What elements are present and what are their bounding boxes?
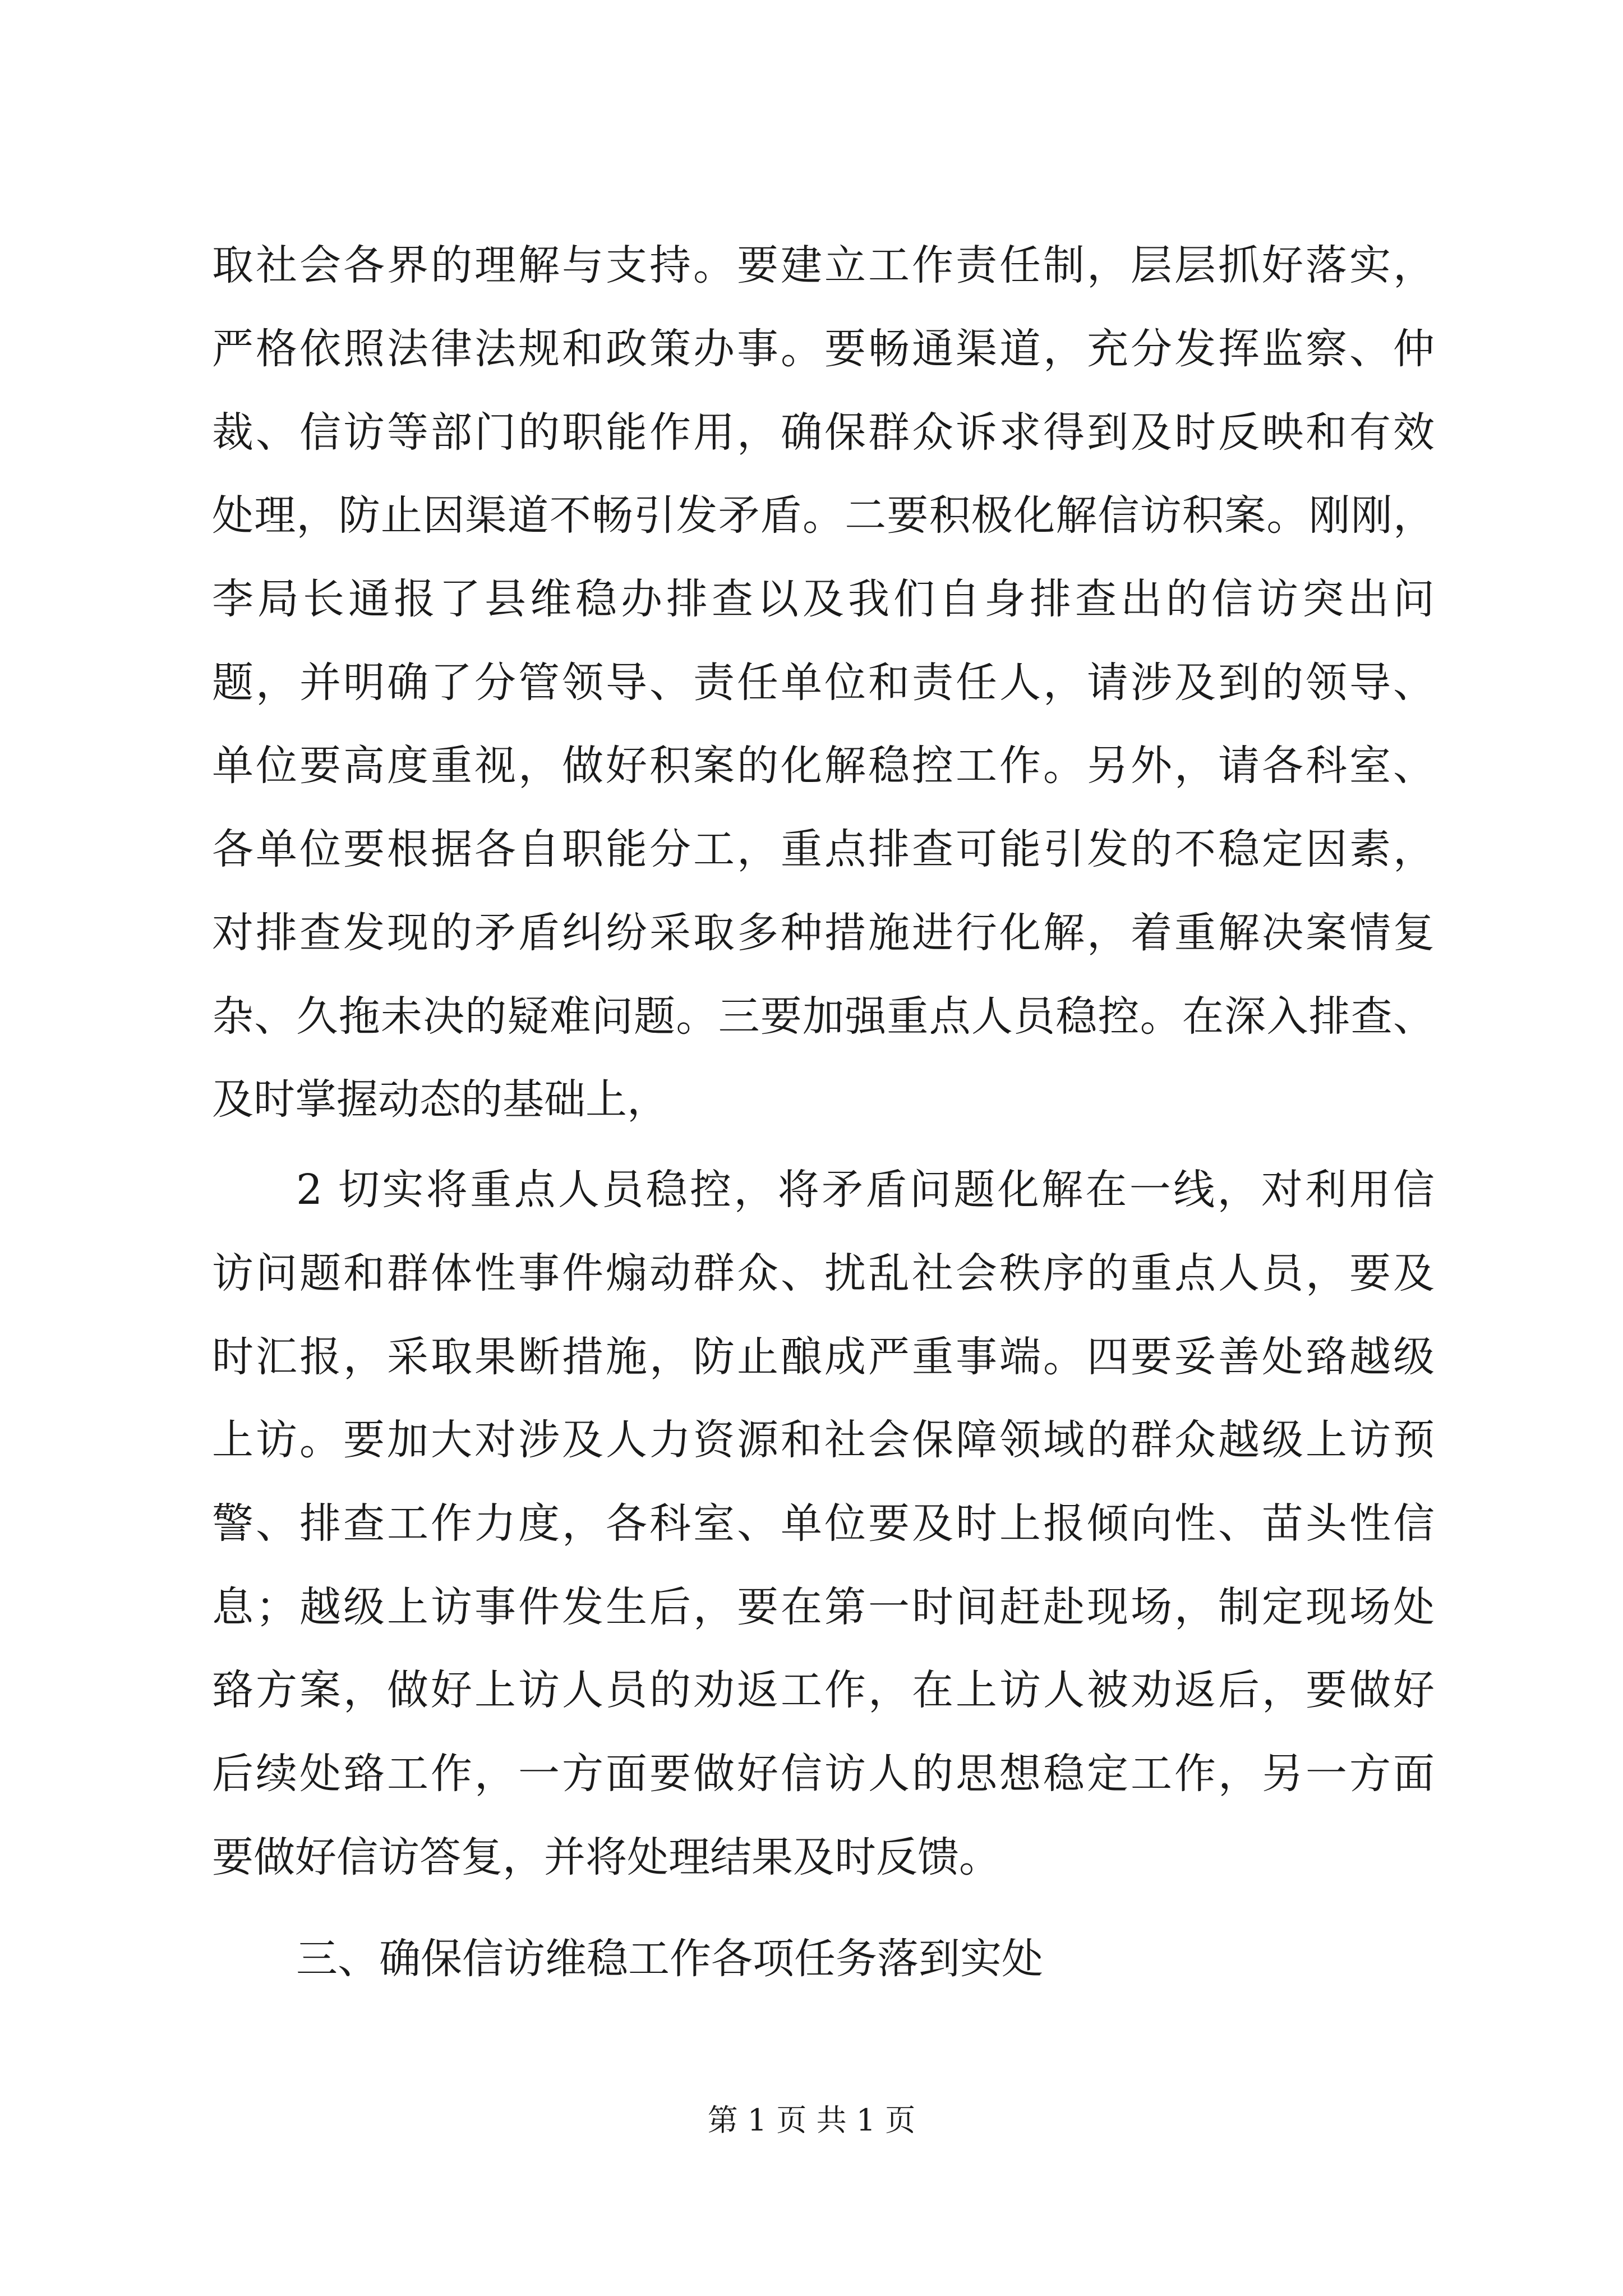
text-line: 单位要高度重视，做好积案的化解稳控工作。另外，请各科室、 — [212, 742, 1435, 790]
text-line: 后续处臵工作，一方面要做好信访人的思想稳定工作，另一方面 — [212, 1750, 1435, 1798]
text-line: 严格依照法律法规和政策办事。要畅通渠道，充分发挥监察、仲 — [212, 325, 1435, 373]
text-line: 处理，防止因渠道不畅引发矛盾。二要积极化解信访积案。刚刚， — [212, 491, 1435, 540]
page-number-footer: 第 1 页 共 1 页 — [707, 2102, 916, 2138]
text-line: 上访。要加大对涉及人力资源和社会保障领域的群众越级上访预 — [212, 1416, 1435, 1464]
text-line: 警、排查工作力度，各科室、单位要及时上报倾向性、苗头性信 — [212, 1499, 1435, 1548]
text-line: 访问题和群体性事件煽动群众、扰乱社会秩序的重点人员，要及 — [212, 1249, 1435, 1297]
text-line: 题，并明确了分管领导、责任单位和责任人，请涉及到的领导、 — [212, 659, 1435, 707]
section-heading: 三、确保信访维稳工作各项任务落到实处 — [296, 1935, 1043, 1983]
text-line: 要做好信访答复，并将处理结果及时反馈。 — [212, 1833, 1000, 1881]
text-line: 息；越级上访事件发生后，要在第一时间赶赴现场，制定现场处 — [212, 1583, 1435, 1631]
text-line: 及时掌握动态的基础上， — [212, 1075, 668, 1124]
text-line: 裁、信访等部门的职能作用，确保群众诉求得到及时反映和有效 — [212, 408, 1435, 457]
text-line: 臵方案，做好上访人员的劝返工作，在上访人被劝返后，要做好 — [212, 1666, 1435, 1714]
text-line: 对排查发现的矛盾纠纷采取多种措施进行化解，着重解决案情复 — [212, 909, 1435, 957]
text-line: 李局长通报了县维稳办排查以及我们自身排查出的信访突出问 — [212, 575, 1435, 623]
text-line: 取社会各界的理解与支持。要建立工作责任制，层层抓好落实， — [212, 241, 1435, 289]
text-line: 各单位要根据各自职能分工，重点排查可能引发的不稳定因素， — [212, 825, 1435, 873]
text-line: 时汇报，采取果断措施，防止酿成严重事端。四要妥善处臵越级 — [212, 1333, 1435, 1381]
text-line: 2 切实将重点人员稳控，将矛盾问题化解在一线，对利用信 — [296, 1166, 1435, 1214]
text-line: 杂、久拖未决的疑难问题。三要加强重点人员稳控。在深入排查、 — [212, 992, 1435, 1041]
